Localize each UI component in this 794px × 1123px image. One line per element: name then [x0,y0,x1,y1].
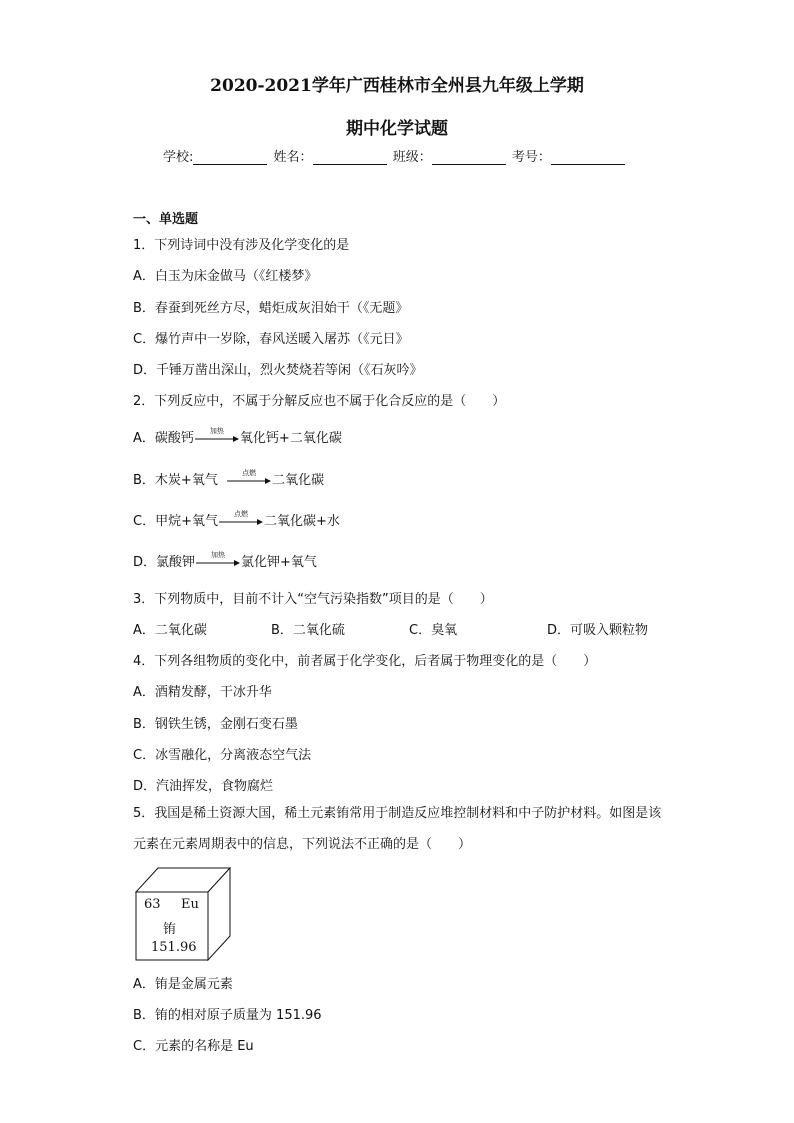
atomic-mass: 151.96 [151,940,197,955]
reaction-condition: 点燃 [242,468,257,477]
question-5-option-c: C．元素的名称是 Eu [133,1039,254,1054]
question-1-option-a: A．白玉为床金做马（《红楼梦》 [133,269,318,284]
student-info-row [163,146,627,165]
question-5-option-a: A．铕是金属元素 [133,977,233,992]
exam-title-line-1: 2020-2021学年广西桂林市全州县九年级上学期 [210,76,584,96]
question-4-option-d: D．汽油挥发，食物腐烂 [133,779,274,794]
reaction-condition: 加热 [211,550,226,559]
periodic-element-card [133,866,233,966]
question-1-option-d: D．千锤万凿出深山，烈火焚烧若等闲（《石灰吟》 [133,363,423,378]
option-label: A． [133,431,155,446]
name-label: 姓名： [273,150,313,165]
products: 二氧化碳+水 [263,514,340,529]
reaction-arrow [219,509,263,529]
products: 氯化钾+氧气 [241,555,317,570]
question-3-option-c: C．臭氧 [409,623,458,638]
question-5-option-b: B．铕的相对原子质量为 151.96 [133,1008,322,1023]
class-label: 班级： [392,150,432,165]
question-2-stem: 2．下列反应中，不属于分解反应也不属于化合反应的是（ ） [133,394,506,409]
reaction-condition: 加热 [209,426,224,435]
class-blank[interactable] [432,150,506,165]
element-name: 铕 [163,922,177,937]
exam-no-blank[interactable] [551,150,625,165]
school-label: 学校: [163,150,194,165]
question-5-stem: 5．我国是稀土资源大国，稀土元素铕常用于制造反应堆控制材料和中子防护材料。如图是该元素在元素周期表中的信息，下列说法不正确的是（ ） [133,806,662,852]
question-2-option-c [133,510,340,529]
section-title: 一、单选题 [133,212,199,227]
reaction-arrow [196,550,240,570]
school-blank[interactable] [193,150,267,165]
reaction-arrow [227,468,271,488]
exam-title-line-2: 期中化学试题 [346,119,448,139]
question-4-stem: 4．下列各组物质的变化中，前者属于化学变化，后者属于物理变化的是（ ） [133,654,597,669]
option-label: D． [133,555,157,570]
question-1-option-b: B．春蚕到死丝方尽，蜡炬成灰泪始干（《无题》 [133,301,409,316]
products: 氧化钙+二氧化碳 [239,431,342,446]
question-3-option-a: A．二氧化碳 [133,623,207,638]
reactants: 氯酸钾 [156,555,196,570]
question-4-option-c: C．冰雪融化，分离液态空气法 [133,748,312,763]
atomic-number: 63 [144,897,161,912]
question-4-option-a: A．酒精发酵，干冰升华 [133,685,272,700]
question-2-option-d [133,551,317,570]
question-3-stem: 3．下列物质中，目前不计入“空气污染指数”项目的是（ ） [133,592,493,607]
option-label: B． [133,473,155,488]
element-symbol: Eu [181,897,199,912]
reaction-arrow [195,426,239,446]
name-blank[interactable] [313,150,387,165]
question-3-option-d: D．可吸入颗粒物 [547,623,649,638]
reaction-condition: 点燃 [233,509,248,518]
option-label: C． [133,514,156,529]
question-1-stem: 1．下列诗词中没有涉及化学变化的是 [133,238,350,253]
products: 二氧化碳 [272,473,325,488]
question-3-option-b: B．二氧化硫 [271,623,345,638]
reactants: 甲烷+氧气 [155,514,218,529]
question-4-option-b: B．钢铁生锈，金刚石变石墨 [133,717,298,732]
question-1-option-c: C．爆竹声中一岁除，春风送暖入屠苏（《元日》 [133,332,409,347]
question-2-option-a [133,427,342,446]
question-2-option-b [133,469,324,488]
reactants: 碳酸钙 [154,431,194,446]
exam-no-label: 考号： [511,150,551,165]
reactants: 木炭+氧气 [154,473,218,488]
